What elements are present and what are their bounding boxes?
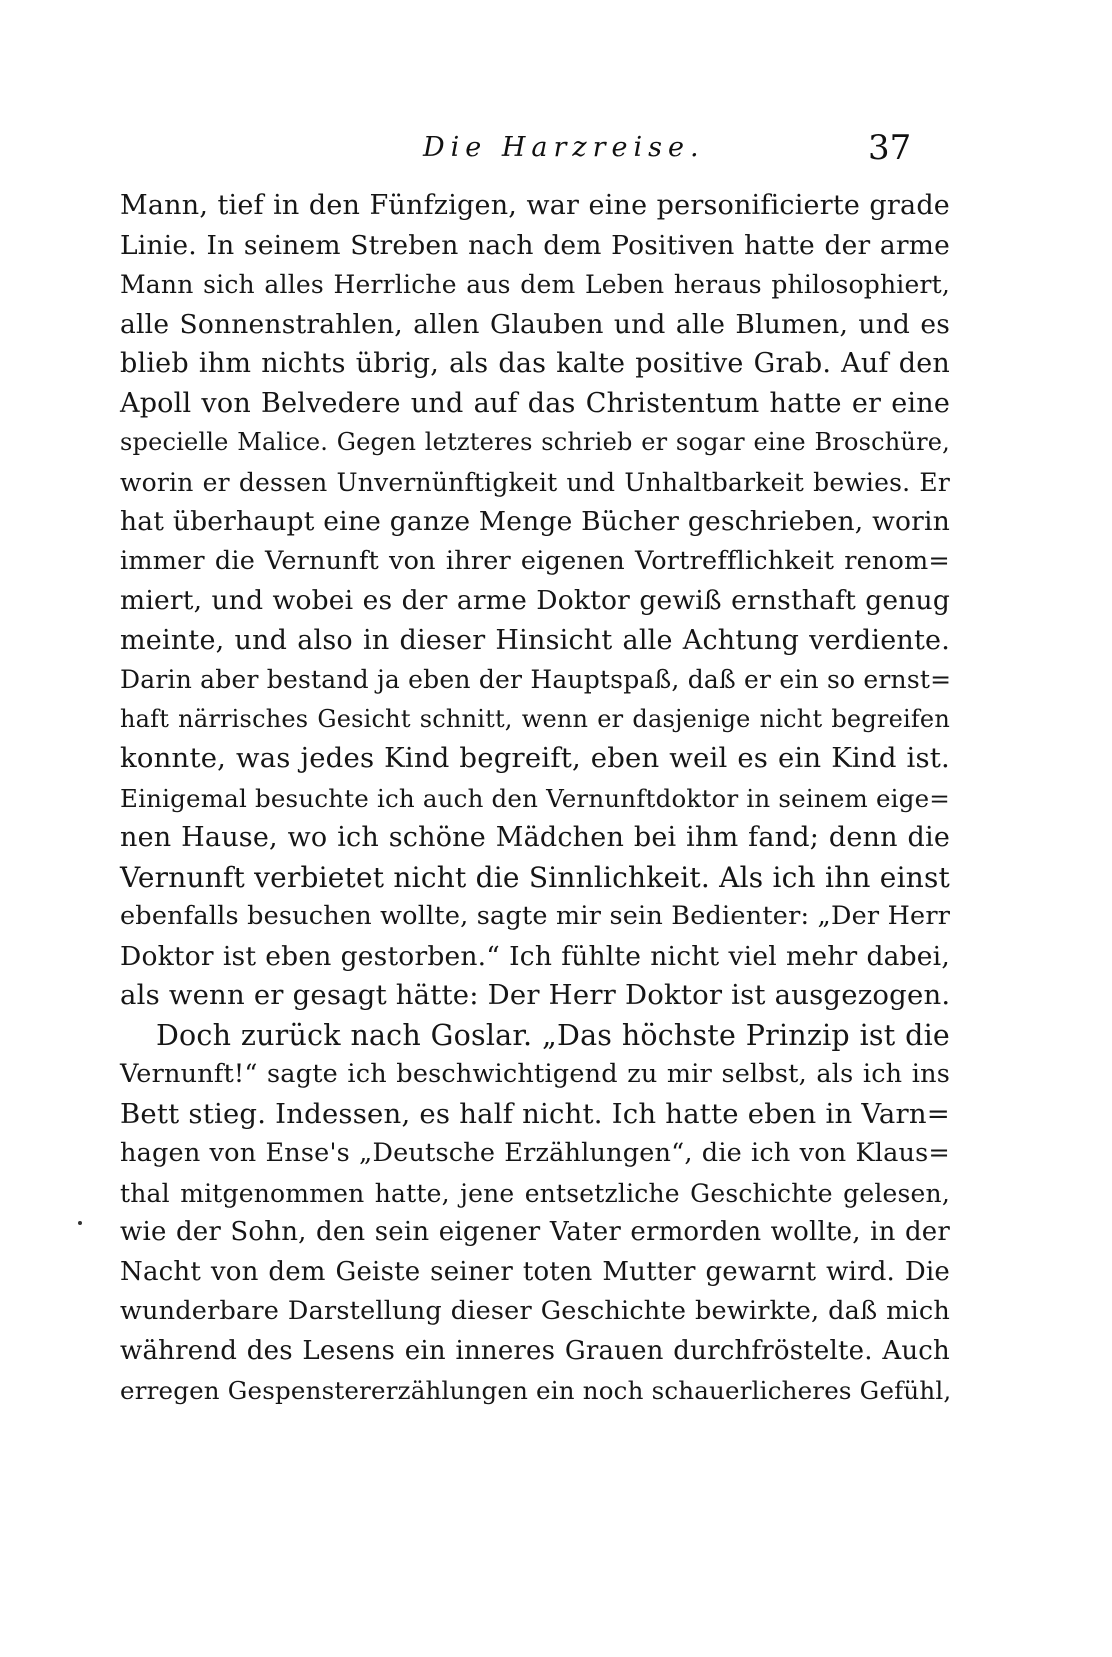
text-line: Bett stieg. Indessen, es half nicht. Ich hatte eben in Varn= [120, 1097, 950, 1130]
text-line: erregen Gespenstererzählungen ein noch schauerlicheres Gefühl, [120, 1376, 952, 1405]
text-line: miert, und wobei es der arme Doktor gewiß ernsthaft genug [120, 585, 950, 616]
text-line: hat überhaupt eine ganze Menge Bücher geschrieben, worin [120, 506, 950, 537]
text-line: wunderbare Darstellung dieser Geschichte bewirkte, daß mich [120, 1296, 950, 1326]
text-line: Linie. In seinem Streben nach dem Positiven hatte der arme [120, 229, 950, 261]
text-line: Einigemal besuchte ich auch den Vernunftdoktor in seinem eige= [120, 783, 951, 813]
text-line: Vernunft!“ sagte ich beschwichtigend zu mir selbst, als ich ins [120, 1059, 950, 1089]
text-line: während des Lesens ein inneres Grauen durchfröstelte. Auch [120, 1335, 950, 1366]
text-line: Vernunft verbietet nicht die Sinnlichkeit. Als ich ihn einst [120, 860, 950, 894]
running-title: Die Harzreise. [423, 132, 705, 163]
text-line: haft närrisches Gesicht schnitt, wenn er dasjenige nicht begreifen [120, 704, 950, 733]
margin-mark [78, 1221, 82, 1225]
text-line: alle Sonnenstrahlen, allen Glauben und alle Blumen, und es [120, 308, 950, 340]
page-number: 37 [868, 128, 912, 168]
text-line: konnte, was jedes Kind begreift, eben weil es ein Kind ist. [120, 742, 950, 774]
text-line: Darin aber bestand ja eben der Hauptspaß, daß er ein so ernst= [120, 665, 952, 694]
running-head [0, 128, 1112, 172]
text-line: nen Hause, wo ich schöne Mädchen bei ihm fand; denn die [120, 822, 950, 853]
text-line: Mann sich alles Herrliche aus dem Leben heraus philosophiert, [120, 270, 950, 299]
body-text [120, 186, 950, 1411]
text-line: Nacht von dem Geiste seiner toten Mutter gewarnt wird. Die [120, 1256, 950, 1287]
text-line: Mann, tief in den Fünfzigen, war eine personificierte grade [120, 190, 950, 221]
text-line: wie der Sohn, den sein eigener Vater ermorden wollte, in der [120, 1217, 950, 1247]
text-line: specielle Malice. Gegen letzteres schrieb er sogar eine Broschüre, [120, 428, 950, 456]
text-line: ebenfalls besuchen wollte, sagte mir sein Bedienter: „Der Herr [120, 901, 951, 931]
text-line: hagen von Ense's „Deutsche Erzählungen“, die ich von Klaus= [120, 1138, 950, 1168]
text-line-paragraph-end: als wenn er gesagt hätte: Der Herr Doktor ist ausgezogen. [120, 979, 951, 1011]
text-line: worin er dessen Unvernünftigkeit und Unhaltbarkeit bewies. Er [120, 467, 950, 497]
text-line-paragraph-start: Doch zurück nach Goslar. „Das höchste Prinzip ist die [156, 1018, 950, 1052]
text-line: meinte, und also in dieser Hinsicht alle Achtung verdiente. [120, 624, 950, 656]
text-line: Apoll von Belvedere und auf das Christentum hatte er eine [120, 387, 950, 419]
text-line: immer die Vernunft von ihrer eigenen Vortrefflichkeit renom= [120, 545, 950, 576]
text-line: thal mitgenommen hatte, jene entsetzliche Geschichte gelesen, [120, 1178, 950, 1208]
text-line: Doktor ist eben gestorben.“ Ich fühlte nicht viel mehr dabei, [120, 940, 950, 972]
text-line: blieb ihm nichts übrig, als das kalte positive Grab. Auf den [120, 348, 950, 379]
